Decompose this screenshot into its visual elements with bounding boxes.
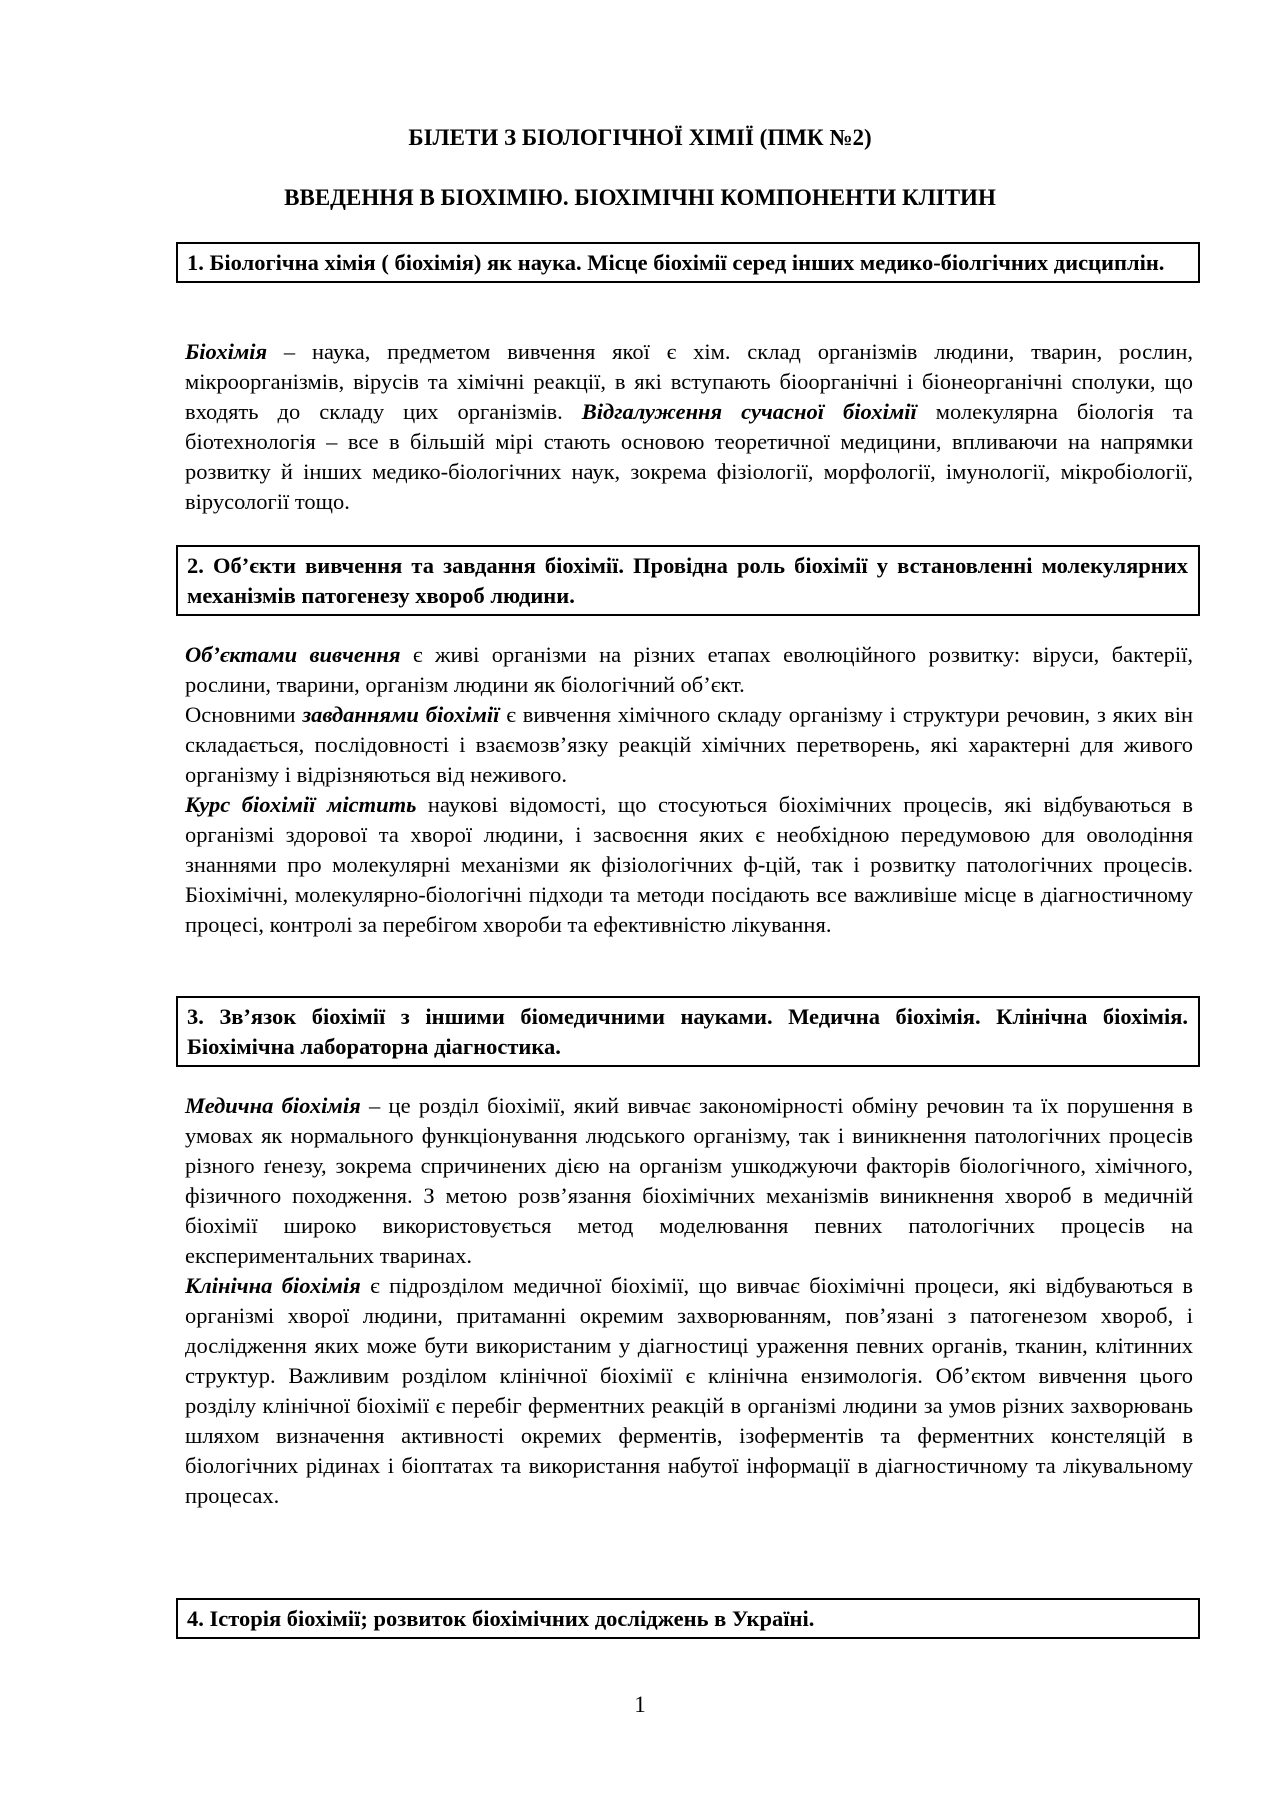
answer-text: – це розділ біохімії, який вивчає закономірності обміну речовин та їх порушення в умовах як нормального функціонування людського організму, так і виникнення патологічних процесів різного ґенезу, зокрема спричинених дією на організм ушкоджуючи факторів біологічного, хімічного, фізичного походження. З метою розв’язання біохімічних механізмів виникнення хвороб в медичній біохімії широко використовується метод моделювання певних патологічних процесів на експериментальних тваринах. [185,1093,1193,1268]
term-clinical-biochemistry: Клінічна біохімія [185,1273,361,1298]
answer-text: є живі організми на різних етапах еволюційного розвитку: віруси, бактерії, рослини, тварини, організм людини як біологічний об’єкт. [185,642,1193,697]
answer-text: молекулярна біологія та біотехнологія – все в більшій мірі стають основою теоретичної медицини, впливаючи на напрямки розвитку й інших медико-біологічних наук, зокрема фізіології, морфології, імунології, мікробіології, вірусології тощо. [185,399,1193,514]
term-tasks: завданнями біохімії [302,702,500,727]
question-3-answer [185,1091,1193,1511]
question-2-answer [185,640,1193,940]
document-title: БІЛЕТИ З БІОЛОГІЧНОЇ ХІМІЇ (ПМК №2) [408,125,872,150]
answer-paragraph [185,1271,1193,1511]
answer-text: наукові відомості, що стосуються біохімічних процесів, які відбуваються в організмі здорової та хворої людини, і засвоєння яких є необхідною передумовою для оволодіння знаннями про молекулярні механізми як фізіологічних ф-цій, так і розвитку патологічних процесів. Біохімічні, молекулярно-біологічні підходи та методи посідають все важливіше місце в діагностичному процесі, контролі за перебігом хвороби та ефективністю лікування. [185,792,1193,937]
answer-text: є підрозділом медичної біохімії, що вивчає біохімічні процеси, які відбуваються в організмі хворої людини, притаманні окремим захворюванням, пов’язані з патогенезом хвороб, і дослідження яких може бути використаним у діагностиці ураження певних органів, тканин, клітинних структур. Важливим розділом клінічної біохімії є клінічна ензимологія. Об’єктом вивчення цього розділу клінічної біохімії є перебіг ферментних реакцій в організмі людини за умов різних захворювань шляхом визначення активності окремих ферментів, ізоферментів та ферментних констеляцій в біологічних рідинах і біоптатах та використання набутої інформації в діагностичному та лікувальному процесах. [185,1273,1193,1508]
answer-paragraph [185,640,1193,700]
answer-text: є вивчення хімічного складу організму і структури речовин, з яких він складається, послідовності і взаємозв’язку реакцій хімічних перетворень, які характерні для живого організму і відрізняються від неживого. [185,702,1193,787]
answer-text: – наука, предметом вивчення якої є хім. склад організмів людини, тварин, рослин, мікроорганізмів, вірусів та хімічні реакції, в які вступають біоорганічні і біонеорганічні сполуки, що входять до складу цих організмів. [185,339,1193,424]
answer-text: Основними [185,702,303,727]
answer-paragraph [185,700,1193,790]
section-title: ВВЕДЕННЯ В БІОХІМІЮ. БІОХІМІЧНІ КОМПОНЕНТИ КЛІТИН [284,185,996,210]
term-medical-biochemistry: Медична біохімія [185,1093,361,1118]
question-3-heading: 3. Зв’язок біохімії з іншими біомедичними науками. Медична біохімія. Клінічна біохімія. Біохімічна лабораторна діагностика. [176,996,1200,1067]
term-objects: Об’єктами вивчення [185,642,401,667]
page-number: 1 [634,1692,646,1717]
answer-paragraph [185,337,1193,517]
question-2-heading: 2. Об’єкти вивчення та завдання біохімії. Провідна роль біохімії у встановленні молекулярних механізмів патогенезу хвороб людини. [176,545,1200,616]
question-1-heading: 1. Біологічна хімія ( біохімія) як наука. Місце біохімії серед інших медико-біолгічних дисциплін. [176,242,1200,283]
question-4-heading: 4. Історія біохімії; розвиток біохімічних досліджень в Україні. [176,1598,1200,1639]
term-course: Курс біохімії містить [185,792,417,817]
term-biochemistry: Біохімія [185,339,268,364]
question-1-answer [185,337,1193,517]
term-branches: Відгалуження сучасної біохімії [581,399,917,424]
answer-paragraph [185,790,1193,940]
answer-paragraph [185,1091,1193,1271]
